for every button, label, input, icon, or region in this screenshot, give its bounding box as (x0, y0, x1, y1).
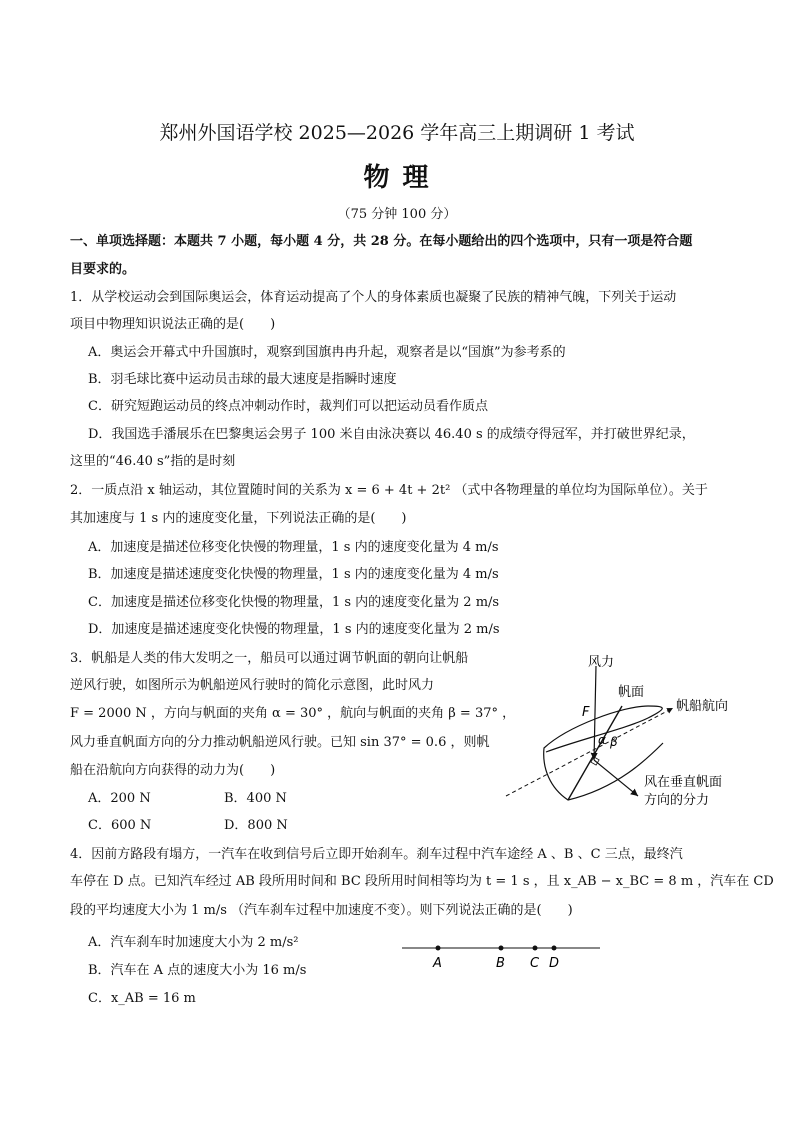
fig-label-alpha: α (598, 733, 606, 747)
perpendicular-component-line (594, 760, 638, 796)
section-heading-line2: 目要求的。 (70, 262, 136, 277)
label-C: C (530, 956, 540, 971)
fig-label-beta: β (610, 735, 618, 749)
fig-label-heading: 帆船航向 (676, 699, 729, 714)
q1-stem-line1: 1．从学校运动会到国际奥运会，体育运动提高了个人的身体素质也凝聚了民族的精神气魄，下列关于运动 (70, 290, 677, 305)
fig-label-F: F (582, 705, 590, 720)
subject-title: 物 理 (363, 163, 431, 193)
road-points-diagram (400, 938, 604, 972)
fig-label-perp2: 方向的分力 (644, 793, 710, 808)
q4-stem-line2: 车停在 D 点。已知汽车经过 AB 段所用时间和 BC 段所用时间相等均为 t = 1 s ，且 x_AB − x_BC = 8 m ，汽车在 CD (70, 874, 774, 889)
point-A (436, 946, 441, 951)
q2-option-a: A．加速度是描述位移变化快慢的物理量，1 s 内的速度变化量为 4 m/s (88, 540, 499, 555)
q1-option-c: C．研究短跑运动员的终点冲刺动作时，裁判们可以把运动员看作质点 (88, 399, 488, 414)
exam-title: 郑州外国语学校 2025—2026 学年高三上期调研 1 考试 (159, 122, 635, 144)
q4-stem-line1: 4．因前方路段有塌方，一汽车在收到信号后立即开始刹车。刹车过程中汽车途经 A 、B 、C 三点，最终汽 (70, 847, 683, 862)
label-A: A (433, 956, 442, 971)
q2-option-b: B．加速度是描述速度变化快慢的物理量，1 s 内的速度变化量为 4 m/s (88, 567, 499, 582)
q3-stem-line5: 船在沿航向方向获得的动力为( ) (70, 763, 276, 778)
q2-option-c: C．加速度是描述位移变化快慢的物理量，1 s 内的速度变化量为 2 m/s (88, 595, 500, 610)
q4-stem-line3: 段的平均速度大小为 1 m/s （汽车刹车过程中加速度不变）。则下列说法正确的是( ) (70, 903, 573, 918)
q3-stem-line1: 3．帆船是人类的伟大发明之一，船员可以通过调节帆面的朝向让帆船 (70, 651, 469, 666)
q4-option-a: A．汽车刹车时加速度大小为 2 m/s² (88, 935, 299, 950)
sailboat-diagram (498, 648, 788, 818)
section-heading-line1: 一、单项选择题：本题共 7 小题，每小题 4 分，共 28 分。在每小题给出的四个选项中，只有一项是符合题 (70, 234, 693, 249)
q3-stem-line2: 逆风行驶，如图所示为帆船逆风行驶时的简化示意图，此时风力 (70, 678, 435, 693)
fig-label-wind: 风力 (588, 655, 615, 670)
q1-option-d-line1: D．我国选手潘展乐在巴黎奥运会男子 100 米自由泳决赛以 46.40 s 的成绩夺得冠军，并打破世界纪录， (88, 427, 695, 442)
label-B: B (496, 956, 505, 971)
q1-stem-line2: 项目中物理知识说法正确的是( ) (70, 317, 276, 332)
q3-option-c: C．600 N (88, 818, 152, 833)
wind-force-line (594, 666, 596, 760)
point-C (533, 946, 538, 951)
q3-stem-line3: F = 2000 N ，方向与帆面的夹角 α = 30° ，航向与帆面的夹角 β = 37° ， (70, 706, 516, 721)
fig-label-sail: 帆面 (618, 685, 645, 700)
q3-option-d: D．800 N (224, 818, 288, 833)
label-D: D (549, 956, 560, 971)
q1-option-d-line2: 这里的“46.40 s”指的是时刻 (70, 454, 236, 469)
q1-option-b: B．羽毛球比赛中运动员击球的最大速度是指瞬时速度 (88, 372, 397, 387)
time-score: （75 分钟 100 分） (337, 207, 457, 222)
q4-option-c: C．x_AB = 16 m (88, 991, 196, 1006)
point-D (552, 946, 557, 951)
q1-option-a: A．奥运会开幕式中升国旗时，观察到国旗冉冉升起，观察者是以“国旗”为参考系的 (88, 345, 566, 360)
q3-option-b: B．400 N (224, 791, 287, 806)
q4-option-b: B．汽车在 A 点的速度大小为 16 m/s (88, 963, 307, 978)
q3-option-a: A．200 N (88, 791, 151, 806)
q2-stem-line1: 2．一质点沿 x 轴运动，其位置随时间的关系为 x = 6 + 4t + 2t² （式中各物理量的单位均为国际单位）。关于 (70, 483, 708, 498)
fig-label-perp1: 风在垂直帆面 (644, 775, 723, 790)
q2-stem-line2: 其加速度与 1 s 内的速度变化量，下列说法正确的是( ) (70, 511, 407, 526)
q2-option-d: D．加速度是描述速度变化快慢的物理量，1 s 内的速度变化量为 2 m/s (88, 622, 500, 637)
point-B (499, 946, 504, 951)
q3-stem-line4: 风力垂直帆面方向的分力推动帆船逆风行驶。已知 sin 37° = 0.6 ，则帆 (70, 735, 490, 750)
